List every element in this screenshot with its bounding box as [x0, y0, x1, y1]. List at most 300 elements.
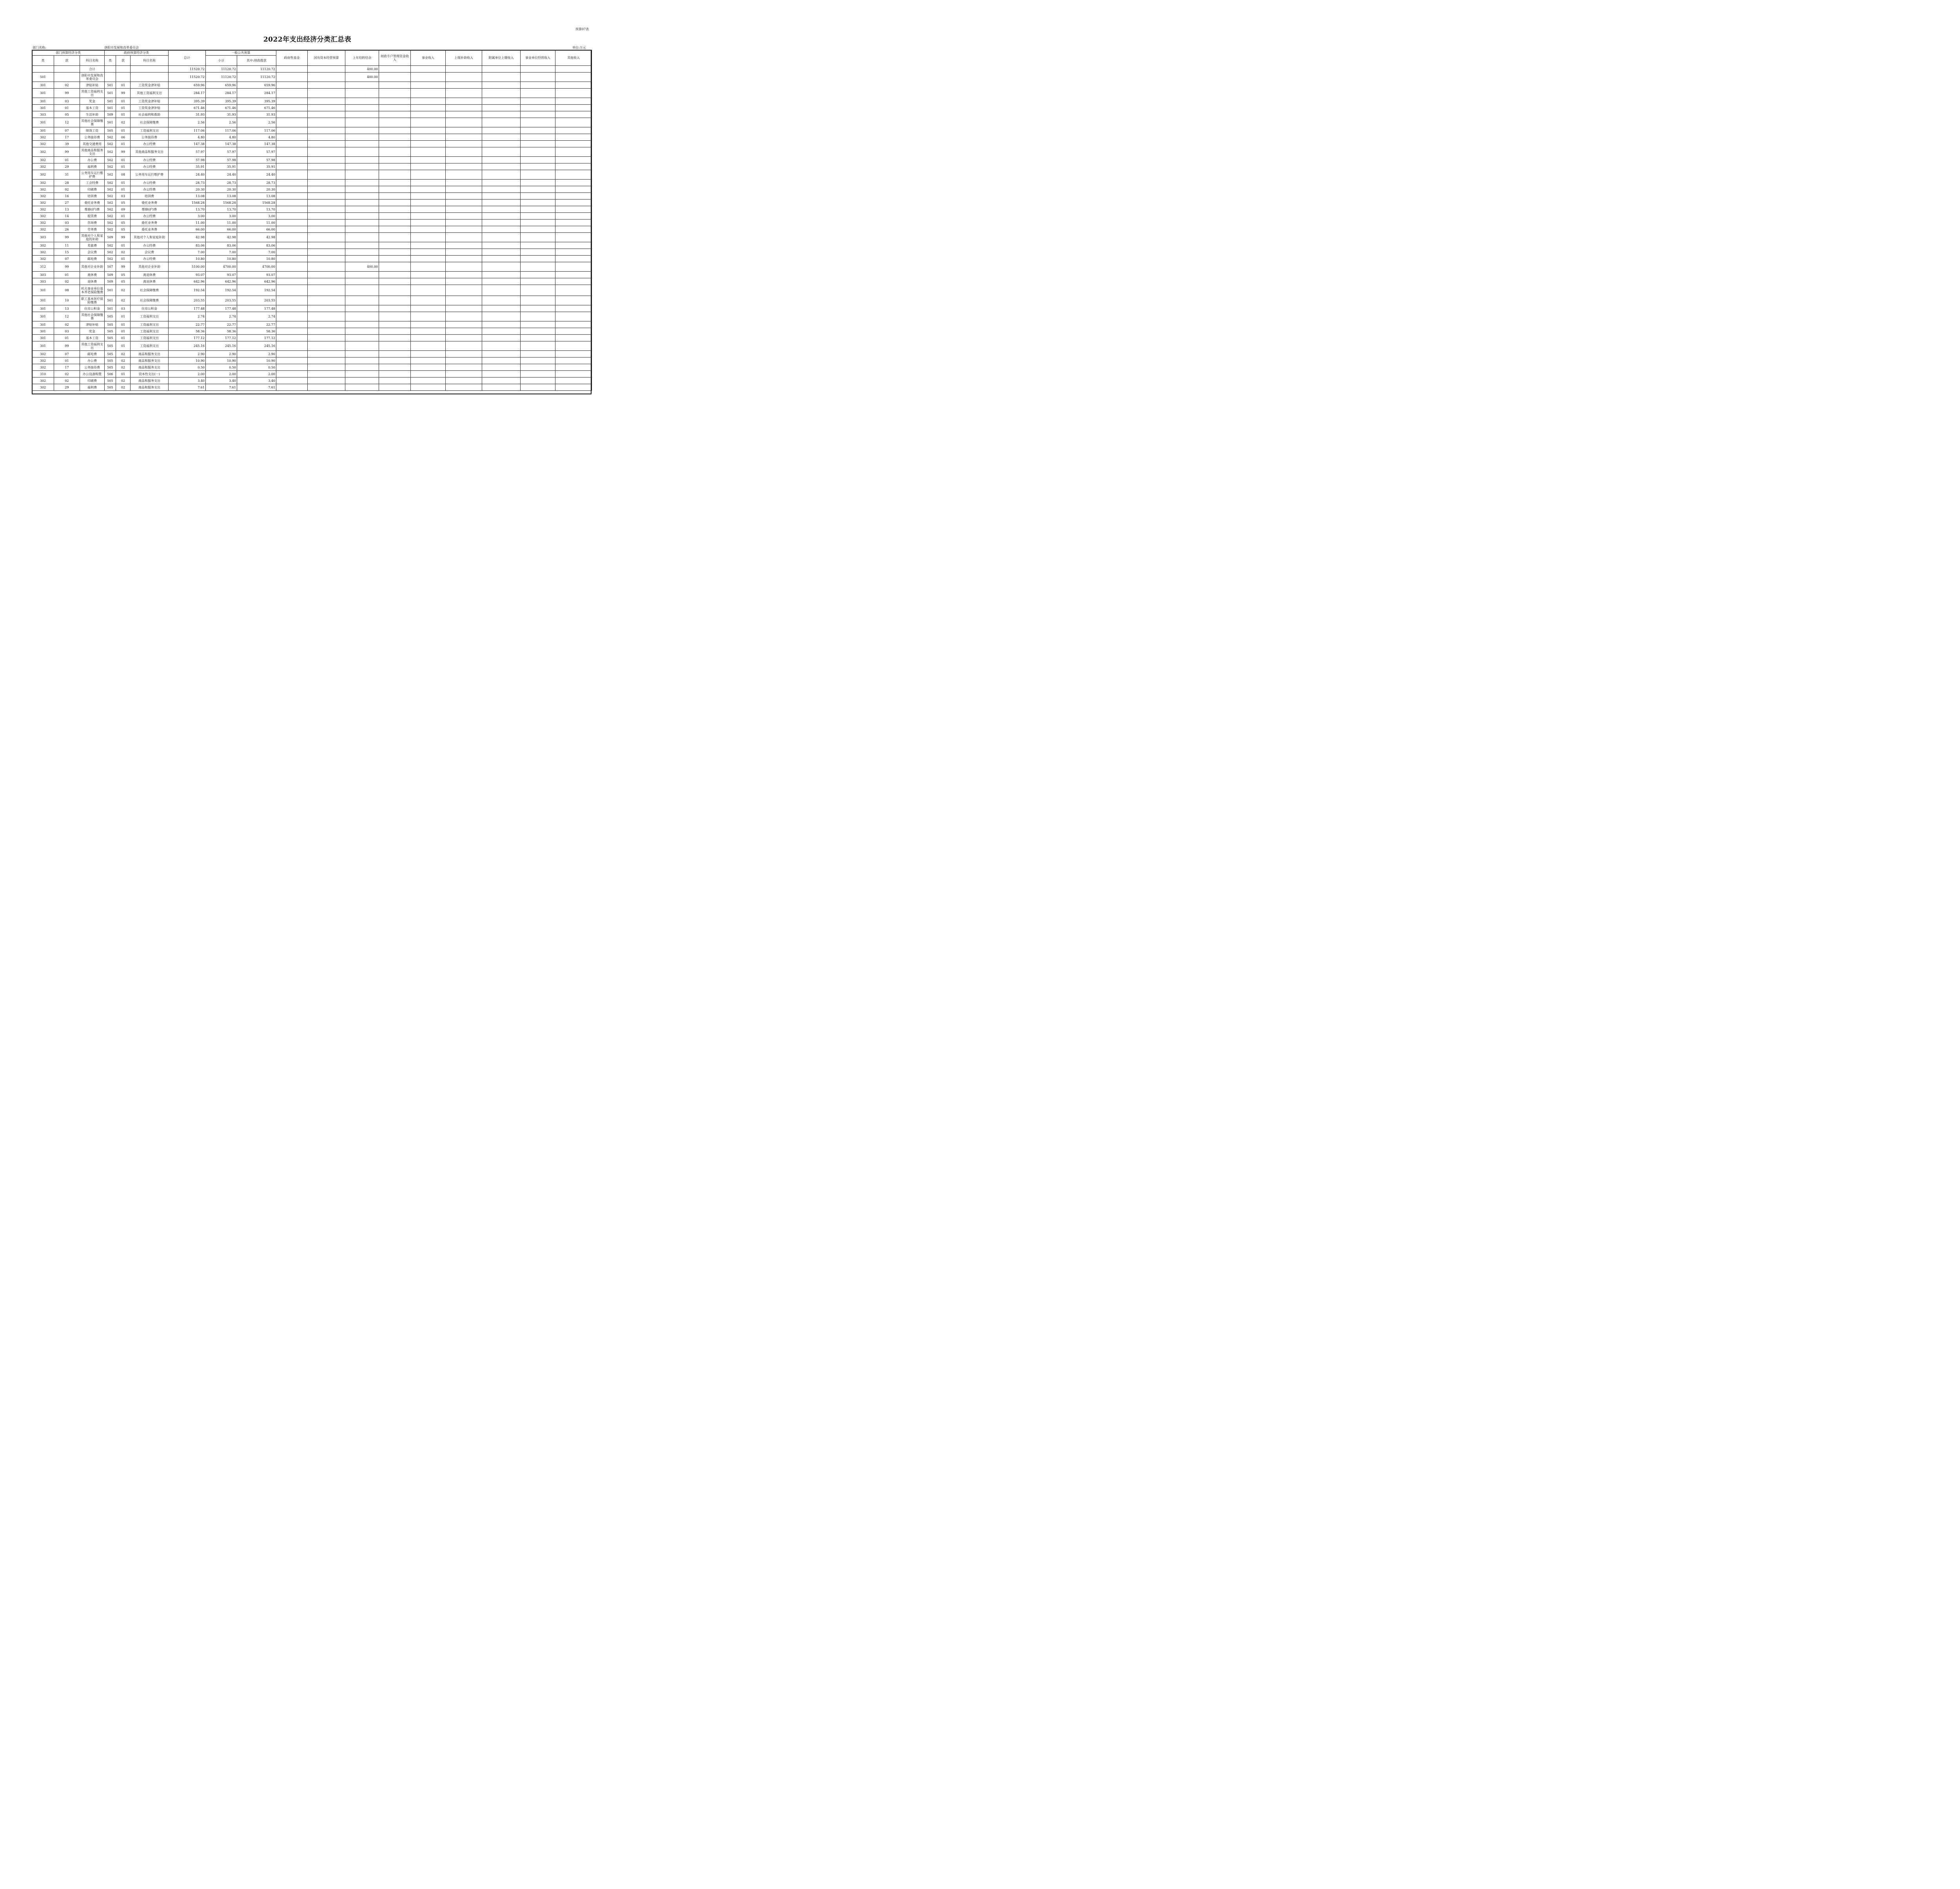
table-cell	[379, 118, 411, 127]
table-cell	[521, 66, 555, 73]
table-cell: 01	[116, 341, 131, 351]
table-cell	[379, 98, 411, 105]
table-cell: 0.50	[169, 364, 206, 371]
table-cell	[411, 233, 446, 242]
table-cell	[379, 242, 411, 249]
table-cell	[308, 312, 345, 321]
table-cell	[446, 233, 482, 242]
table-cell: 501	[105, 118, 116, 127]
table-cell: 其他工资福利支出	[131, 89, 169, 98]
table-row	[32, 296, 592, 305]
header-state-capital: 国有资本经营预算	[308, 50, 345, 66]
table-cell	[482, 157, 521, 163]
table-cell	[446, 163, 482, 170]
table-cell	[379, 256, 411, 262]
table-cell	[308, 242, 345, 249]
table-cell: 2.00	[169, 371, 206, 377]
table-cell	[379, 111, 411, 118]
table-cell	[521, 141, 555, 147]
table-cell: 5100.00	[169, 262, 206, 272]
table-cell: 03	[54, 220, 80, 226]
table-cell: 津贴补贴	[80, 82, 105, 89]
table-cell	[446, 134, 482, 141]
table-cell: 502	[105, 206, 116, 213]
table-cell	[446, 272, 482, 278]
header-gov-fund: 政府性基金	[276, 50, 308, 66]
table-cell: 659.96	[206, 82, 237, 89]
table-cell: 26	[54, 226, 80, 233]
table-cell: 10.80	[237, 256, 276, 262]
table-row	[32, 118, 592, 127]
table-cell	[411, 82, 446, 89]
table-cell	[411, 321, 446, 328]
table-cell: 01	[54, 272, 80, 278]
table-cell	[308, 328, 345, 335]
table-cell: 302	[32, 157, 54, 163]
table-cell: 302	[32, 377, 54, 384]
table-cell: 301	[32, 305, 54, 312]
table-cell: 502	[105, 220, 116, 226]
table-cell: 502	[105, 180, 116, 186]
table-cell: 其他对企业补助	[80, 262, 105, 272]
department-label: 部门名称:	[33, 46, 46, 49]
table-cell: 差旅费	[80, 242, 105, 249]
table-cell	[521, 180, 555, 186]
table-cell	[482, 170, 521, 180]
table-cell	[345, 285, 379, 296]
table-cell: 01	[116, 82, 131, 89]
table-cell	[276, 213, 308, 220]
table-cell	[555, 134, 592, 141]
table-cell	[411, 193, 446, 200]
table-cell: 99	[116, 89, 131, 98]
table-cell: 395.39	[206, 98, 237, 105]
table-cell: 400.00	[345, 66, 379, 73]
table-cell	[521, 384, 555, 391]
table-cell: 商品和服务支出	[131, 364, 169, 371]
table-cell: 505	[105, 312, 116, 321]
table-cell	[276, 98, 308, 105]
table-cell	[411, 118, 446, 127]
table-cell	[482, 127, 521, 134]
table-cell	[308, 206, 345, 213]
table-cell	[555, 170, 592, 180]
table-cell	[482, 233, 521, 242]
table-cell	[555, 328, 592, 335]
table-cell	[521, 186, 555, 193]
table-cell: 502	[105, 226, 116, 233]
table-cell	[345, 98, 379, 105]
table-cell: 400.00	[345, 262, 379, 272]
table-cell	[555, 180, 592, 186]
table-cell: 203.55	[169, 296, 206, 305]
table-row	[32, 213, 592, 220]
table-cell: 27	[54, 200, 80, 206]
table-cell	[345, 341, 379, 351]
table-cell	[379, 105, 411, 111]
table-cell: 01	[54, 157, 80, 163]
table-cell: 83.06	[206, 242, 237, 249]
table-cell: 会议费	[80, 249, 105, 256]
table-cell: 7.00	[206, 249, 237, 256]
table-cell: 502	[105, 147, 116, 157]
table-cell	[446, 127, 482, 134]
table-cell	[276, 242, 308, 249]
table-cell	[308, 89, 345, 98]
table-cell: 公务接待费	[80, 364, 105, 371]
table-cell: 7.61	[237, 384, 276, 391]
table-cell	[446, 341, 482, 351]
table-cell: 办公经费	[131, 141, 169, 147]
table-cell	[32, 66, 54, 73]
table-cell: 13.08	[169, 193, 206, 200]
table-cell: 其他交通费用	[80, 141, 105, 147]
table-cell: 99	[116, 147, 131, 157]
unit-label: 单位:万元	[572, 46, 586, 49]
table-cell: 395.39	[237, 98, 276, 105]
table-cell: 其他商品和服务支出	[80, 147, 105, 157]
table-cell: 35.91	[206, 163, 237, 170]
table-row	[32, 341, 592, 351]
table-cell: 4700.00	[206, 262, 237, 272]
table-cell	[345, 141, 379, 147]
table-row	[32, 170, 592, 180]
header-dept-lei: 类	[32, 56, 54, 66]
table-cell	[345, 200, 379, 206]
table-cell	[446, 278, 482, 285]
table-cell: 01	[116, 256, 131, 262]
table-cell	[308, 141, 345, 147]
table-row	[32, 82, 592, 89]
table-cell: 99	[54, 262, 80, 272]
table-cell: 委托业务费	[80, 200, 105, 206]
table-cell	[276, 328, 308, 335]
table-cell: 委托业务费	[131, 220, 169, 226]
table-cell: 3.00	[206, 213, 237, 220]
table-cell	[276, 262, 308, 272]
table-cell	[411, 89, 446, 98]
table-cell: 奖金	[80, 328, 105, 335]
table-cell: 7.61	[206, 384, 237, 391]
table-cell	[482, 105, 521, 111]
table-cell: 01	[116, 213, 131, 220]
table-cell	[276, 200, 308, 206]
table-cell	[446, 384, 482, 391]
expenditure-summary-table	[32, 50, 592, 391]
table-cell	[308, 186, 345, 193]
table-cell: 01	[116, 163, 131, 170]
table-cell: 57.97	[169, 147, 206, 157]
table-cell	[446, 285, 482, 296]
table-cell	[345, 312, 379, 321]
table-cell	[446, 200, 482, 206]
table-cell	[555, 193, 592, 200]
table-cell: 505	[105, 341, 116, 351]
table-cell: 400.00	[345, 73, 379, 82]
table-cell	[446, 105, 482, 111]
table-cell	[446, 321, 482, 328]
table-cell: 505	[105, 321, 116, 328]
table-cell	[446, 377, 482, 384]
table-cell: 01	[54, 357, 80, 364]
table-cell	[276, 105, 308, 111]
table-cell	[276, 73, 308, 82]
table-cell: 办公经费	[131, 256, 169, 262]
table-cell: 177.12	[237, 335, 276, 341]
table-cell	[521, 157, 555, 163]
table-row	[32, 233, 592, 242]
table-cell	[482, 226, 521, 233]
table-cell	[446, 296, 482, 305]
table-cell: 01	[116, 242, 131, 249]
table-cell	[555, 262, 592, 272]
table-cell	[345, 226, 379, 233]
table-cell: 15	[54, 249, 80, 256]
table-cell	[379, 335, 411, 341]
table-cell	[446, 220, 482, 226]
table-cell	[555, 321, 592, 328]
table-cell	[379, 163, 411, 170]
table-cell	[308, 357, 345, 364]
table-cell	[555, 186, 592, 193]
table-cell	[276, 180, 308, 186]
table-cell	[379, 262, 411, 272]
table-cell: 1568.28	[237, 200, 276, 206]
table-cell: 11.00	[237, 220, 276, 226]
table-cell: 委托业务费	[131, 226, 169, 233]
table-cell	[411, 328, 446, 335]
table-cell: 09	[116, 206, 131, 213]
table-cell	[379, 89, 411, 98]
header-general-group: 一般公共预算	[206, 50, 276, 56]
table-cell	[521, 98, 555, 105]
table-cell	[345, 377, 379, 384]
table-cell	[308, 233, 345, 242]
table-cell	[276, 249, 308, 256]
table-cell: 301	[32, 312, 54, 321]
table-cell	[521, 206, 555, 213]
table-cell: 2.90	[206, 351, 237, 357]
table-cell: 合计	[80, 66, 105, 73]
table-cell: 工资福利支出	[131, 127, 169, 134]
table-cell: 01	[116, 186, 131, 193]
table-cell: 13.70	[237, 206, 276, 213]
table-cell: 工资福利支出	[131, 321, 169, 328]
table-cell	[379, 384, 411, 391]
table-cell	[379, 141, 411, 147]
table-cell: 03	[116, 305, 131, 312]
table-cell	[482, 118, 521, 127]
table-cell	[555, 364, 592, 371]
table-cell: 301	[32, 98, 54, 105]
table-cell	[276, 206, 308, 213]
table-cell: 284.17	[169, 89, 206, 98]
table-cell: 501	[105, 285, 116, 296]
table-cell	[345, 127, 379, 134]
table-cell: 301	[32, 105, 54, 111]
table-cell: 10.80	[169, 256, 206, 262]
table-cell	[555, 141, 592, 147]
table-cell: 劳务费	[80, 226, 105, 233]
table-cell	[411, 341, 446, 351]
table-cell	[555, 82, 592, 89]
table-cell: 03	[54, 328, 80, 335]
table-cell: 17	[54, 134, 80, 141]
table-cell	[482, 262, 521, 272]
table-cell	[521, 351, 555, 357]
table-cell: 10.80	[206, 256, 237, 262]
table-cell: 502	[105, 141, 116, 147]
table-cell	[521, 82, 555, 89]
table-cell	[379, 220, 411, 226]
table-cell: 192.54	[206, 285, 237, 296]
table-cell: 02	[54, 82, 80, 89]
table-cell: 310	[32, 371, 54, 377]
table-cell: 02	[54, 377, 80, 384]
table-cell	[345, 272, 379, 278]
table-cell	[379, 272, 411, 278]
table-cell	[379, 321, 411, 328]
table-cell	[446, 118, 482, 127]
table-cell	[555, 278, 592, 285]
table-cell: 302	[32, 384, 54, 391]
table-cell: 07	[54, 127, 80, 134]
table-cell	[411, 272, 446, 278]
table-cell: 57.98	[169, 157, 206, 163]
table-cell: 302	[32, 249, 54, 256]
table-cell: 社会福利和救助	[131, 111, 169, 118]
table-cell	[521, 272, 555, 278]
table-cell	[411, 364, 446, 371]
table-cell	[131, 66, 169, 73]
table-cell: 绩效工资	[80, 127, 105, 134]
table-cell	[379, 147, 411, 157]
table-cell: 其他工资福利支出	[80, 89, 105, 98]
table-cell	[345, 89, 379, 98]
table-cell	[308, 256, 345, 262]
table-row	[32, 328, 592, 335]
table-cell	[482, 66, 521, 73]
table-cell	[308, 278, 345, 285]
table-row	[32, 371, 592, 377]
table-cell	[308, 170, 345, 180]
table-cell: 11520.72	[169, 73, 206, 82]
table-cell: 咨询费	[80, 220, 105, 226]
table-cell: 659.96	[237, 82, 276, 89]
table-cell: 11120.72	[237, 73, 276, 82]
table-cell	[276, 351, 308, 357]
table-cell	[521, 127, 555, 134]
table-cell	[411, 335, 446, 341]
table-cell: 501	[105, 89, 116, 98]
table-cell	[379, 200, 411, 206]
table-cell	[555, 351, 592, 357]
table-cell	[521, 213, 555, 220]
table-cell: 社会保障缴费	[131, 296, 169, 305]
table-cell	[276, 118, 308, 127]
table-cell: 31.93	[237, 111, 276, 118]
table-cell: 301	[32, 89, 54, 98]
table-cell	[411, 305, 446, 312]
table-cell: 05	[116, 220, 131, 226]
table-cell: 177.48	[206, 305, 237, 312]
table-row	[32, 163, 592, 170]
table-cell	[482, 256, 521, 262]
table-cell: 22.77	[206, 321, 237, 328]
table-cell	[521, 220, 555, 226]
table-cell	[482, 371, 521, 377]
table-cell	[446, 89, 482, 98]
table-cell: 28	[54, 180, 80, 186]
table-cell: 13.08	[206, 193, 237, 200]
table-cell	[308, 341, 345, 351]
table-cell: 301	[32, 118, 54, 127]
table-cell	[446, 335, 482, 341]
table-cell: 2.56	[206, 118, 237, 127]
table-cell	[276, 193, 308, 200]
table-cell	[411, 256, 446, 262]
table-cell	[379, 305, 411, 312]
table-cell: 2.56	[237, 118, 276, 127]
table-cell: 147.38	[206, 141, 237, 147]
table-cell: 301	[32, 127, 54, 134]
table-cell	[482, 111, 521, 118]
table-cell: 177.12	[169, 335, 206, 341]
table-cell: 会议费	[131, 249, 169, 256]
table-cell	[379, 73, 411, 82]
table-cell: 02	[54, 371, 80, 377]
table-cell	[521, 200, 555, 206]
table-cell: 办公经费	[131, 213, 169, 220]
table-row	[32, 377, 592, 384]
table-cell	[521, 357, 555, 364]
table-cell	[411, 163, 446, 170]
table-cell: 02	[116, 351, 131, 357]
table-cell: 01	[116, 321, 131, 328]
table-cell: 395.39	[169, 98, 206, 105]
table-row	[32, 193, 592, 200]
table-cell: 302	[32, 351, 54, 357]
table-cell	[411, 384, 446, 391]
table-cell	[379, 278, 411, 285]
table-cell: 11520.72	[169, 66, 206, 73]
table-cell	[482, 312, 521, 321]
table-cell: 02	[54, 278, 80, 285]
table-cell: 303	[32, 233, 54, 242]
table-cell	[446, 305, 482, 312]
table-cell	[446, 147, 482, 157]
table-cell	[411, 98, 446, 105]
table-cell: 501	[32, 73, 54, 82]
table-cell: 办公经费	[131, 157, 169, 163]
table-cell	[411, 296, 446, 305]
table-cell	[446, 82, 482, 89]
table-cell: 印刷费	[80, 377, 105, 384]
table-cell	[308, 180, 345, 186]
table-row	[32, 89, 592, 98]
table-cell	[308, 127, 345, 134]
table-cell	[308, 98, 345, 105]
table-cell	[482, 351, 521, 357]
table-cell: 192.54	[169, 285, 206, 296]
table-cell	[345, 134, 379, 141]
table-cell	[411, 141, 446, 147]
table-cell: 22.77	[169, 321, 206, 328]
table-cell	[308, 335, 345, 341]
table-cell: 机关事业单位基本养老保险缴费	[80, 285, 105, 296]
table-cell	[308, 226, 345, 233]
table-cell: 11	[54, 242, 80, 249]
